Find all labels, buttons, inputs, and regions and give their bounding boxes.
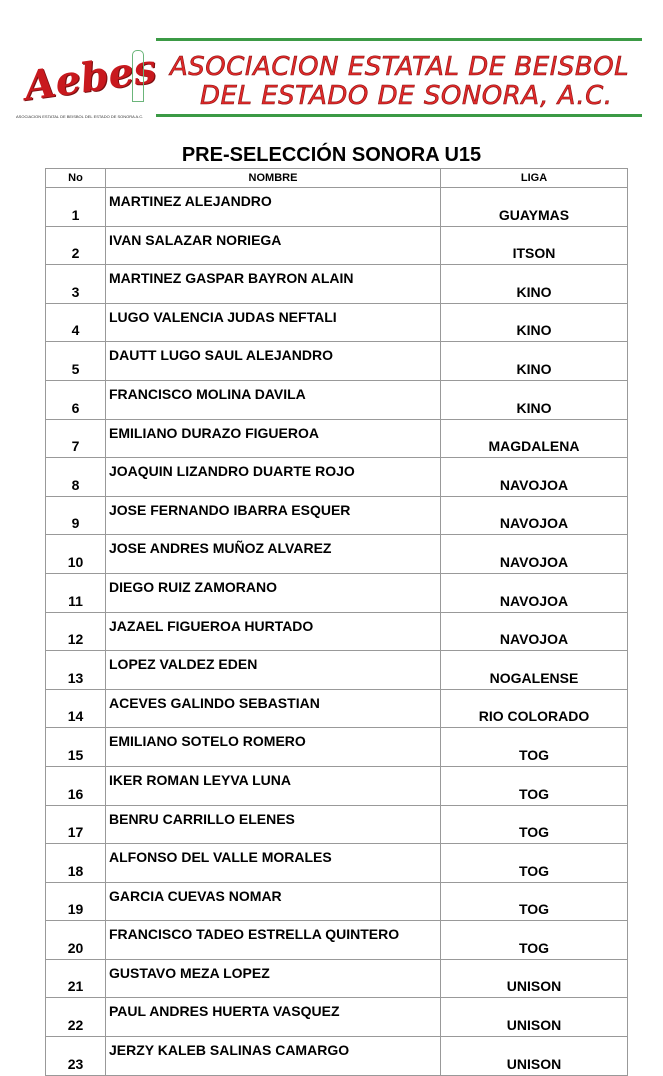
row-number: 8	[46, 458, 106, 497]
bottom-divider	[156, 114, 642, 117]
row-number: 11	[46, 573, 106, 612]
league: NAVOJOA	[441, 458, 628, 497]
table-row	[46, 882, 628, 921]
table-row	[46, 419, 628, 458]
league: NOGALENSE	[441, 651, 628, 690]
league: NAVOJOA	[441, 535, 628, 574]
league: UNISON	[441, 959, 628, 998]
table-row	[46, 342, 628, 381]
table-row	[46, 921, 628, 960]
player-name: IKER ROMAN LEYVA LUNA	[106, 766, 441, 805]
header-liga: LIGA	[441, 169, 628, 188]
league: KINO	[441, 380, 628, 419]
row-number: 1	[46, 188, 106, 227]
table-row	[46, 612, 628, 651]
player-name: GUSTAVO MEZA LOPEZ	[106, 959, 441, 998]
table-row	[46, 265, 628, 304]
league: NAVOJOA	[441, 612, 628, 651]
header-nombre: NOMBRE	[106, 169, 441, 188]
table-row	[46, 959, 628, 998]
league: UNISON	[441, 1037, 628, 1076]
player-name: LOPEZ VALDEZ EDEN	[106, 651, 441, 690]
row-number: 4	[46, 303, 106, 342]
row-number: 10	[46, 535, 106, 574]
row-number: 12	[46, 612, 106, 651]
row-number: 19	[46, 882, 106, 921]
player-name: FRANCISCO TADEO ESTRELLA QUINTERO	[106, 921, 441, 960]
table-header-row	[46, 169, 628, 188]
league: KINO	[441, 342, 628, 381]
roster-table	[45, 168, 628, 1076]
league: TOG	[441, 805, 628, 844]
page-title: PRE-SELECCIÓN SONORA U15	[181, 144, 482, 166]
player-name: JOAQUIN LIZANDRO DUARTE ROJO	[106, 458, 441, 497]
player-name: JERZY KALEB SALINAS CAMARGO	[106, 1037, 441, 1076]
table-row	[46, 535, 628, 574]
logo-text: Aebes	[21, 45, 160, 110]
table-row	[46, 496, 628, 535]
league: GUAYMAS	[441, 188, 628, 227]
player-name: IVAN SALAZAR NORIEGA	[106, 226, 441, 265]
row-number: 6	[46, 380, 106, 419]
league: MAGDALENA	[441, 419, 628, 458]
table-row	[46, 1037, 628, 1076]
player-name: GARCIA CUEVAS NOMAR	[106, 882, 441, 921]
logo-subtitle: ASOCIACION ESTATAL DE BEISBOL DEL ESTADO DE SONORA A.C.	[16, 114, 144, 119]
table-row	[46, 380, 628, 419]
row-number: 9	[46, 496, 106, 535]
row-number: 23	[46, 1037, 106, 1076]
league: NAVOJOA	[441, 573, 628, 612]
league: TOG	[441, 921, 628, 960]
row-number: 18	[46, 844, 106, 883]
table-row	[46, 805, 628, 844]
league: KINO	[441, 265, 628, 304]
league: TOG	[441, 728, 628, 767]
player-name: DAUTT LUGO SAUL ALEJANDRO	[106, 342, 441, 381]
player-name: LUGO VALENCIA JUDAS NEFTALI	[106, 303, 441, 342]
banner-line-1: ASOCIACION ESTATAL DE BEISBOL	[170, 52, 630, 82]
row-number: 5	[46, 342, 106, 381]
row-number: 14	[46, 689, 106, 728]
top-divider	[156, 38, 642, 41]
header-no: No	[46, 169, 106, 188]
player-name: ALFONSO DEL VALLE MORALES	[106, 844, 441, 883]
table-row	[46, 689, 628, 728]
league: TOG	[441, 766, 628, 805]
table-row	[46, 998, 628, 1037]
row-number: 13	[46, 651, 106, 690]
player-name: EMILIANO SOTELO ROMERO	[106, 728, 441, 767]
row-number: 15	[46, 728, 106, 767]
table-row	[46, 651, 628, 690]
row-number: 16	[46, 766, 106, 805]
banner-line-2: DEL ESTADO DE SONORA, A.C.	[200, 81, 613, 111]
league: NAVOJOA	[441, 496, 628, 535]
row-number: 7	[46, 419, 106, 458]
league: RIO COLORADO	[441, 689, 628, 728]
league: UNISON	[441, 998, 628, 1037]
table-row	[46, 303, 628, 342]
row-number: 20	[46, 921, 106, 960]
player-name: BENRU CARRILLO ELENES	[106, 805, 441, 844]
table-row	[46, 573, 628, 612]
league: TOG	[441, 844, 628, 883]
player-name: JOSE FERNANDO IBARRA ESQUER	[106, 496, 441, 535]
table-row	[46, 844, 628, 883]
player-name: JOSE ANDRES MUÑOZ ALVAREZ	[106, 535, 441, 574]
player-name: ACEVES GALINDO SEBASTIAN	[106, 689, 441, 728]
aebes-logo	[14, 36, 160, 122]
league: TOG	[441, 882, 628, 921]
row-number: 21	[46, 959, 106, 998]
table-row	[46, 458, 628, 497]
player-name: FRANCISCO MOLINA DAVILA	[106, 380, 441, 419]
table-row	[46, 188, 628, 227]
player-name: DIEGO RUIZ ZAMORANO	[106, 573, 441, 612]
row-number: 17	[46, 805, 106, 844]
league: KINO	[441, 303, 628, 342]
player-name: PAUL ANDRES HUERTA VASQUEZ	[106, 998, 441, 1037]
table-row	[46, 728, 628, 767]
player-name: EMILIANO DURAZO FIGUEROA	[106, 419, 441, 458]
row-number: 3	[46, 265, 106, 304]
player-name: MARTINEZ GASPAR BAYRON ALAIN	[106, 265, 441, 304]
league: ITSON	[441, 226, 628, 265]
table-row	[46, 226, 628, 265]
table-row	[46, 766, 628, 805]
player-name: JAZAEL FIGUEROA HURTADO	[106, 612, 441, 651]
row-number: 22	[46, 998, 106, 1037]
player-name: MARTINEZ ALEJANDRO	[106, 188, 441, 227]
row-number: 2	[46, 226, 106, 265]
cactus-icon	[132, 50, 144, 102]
